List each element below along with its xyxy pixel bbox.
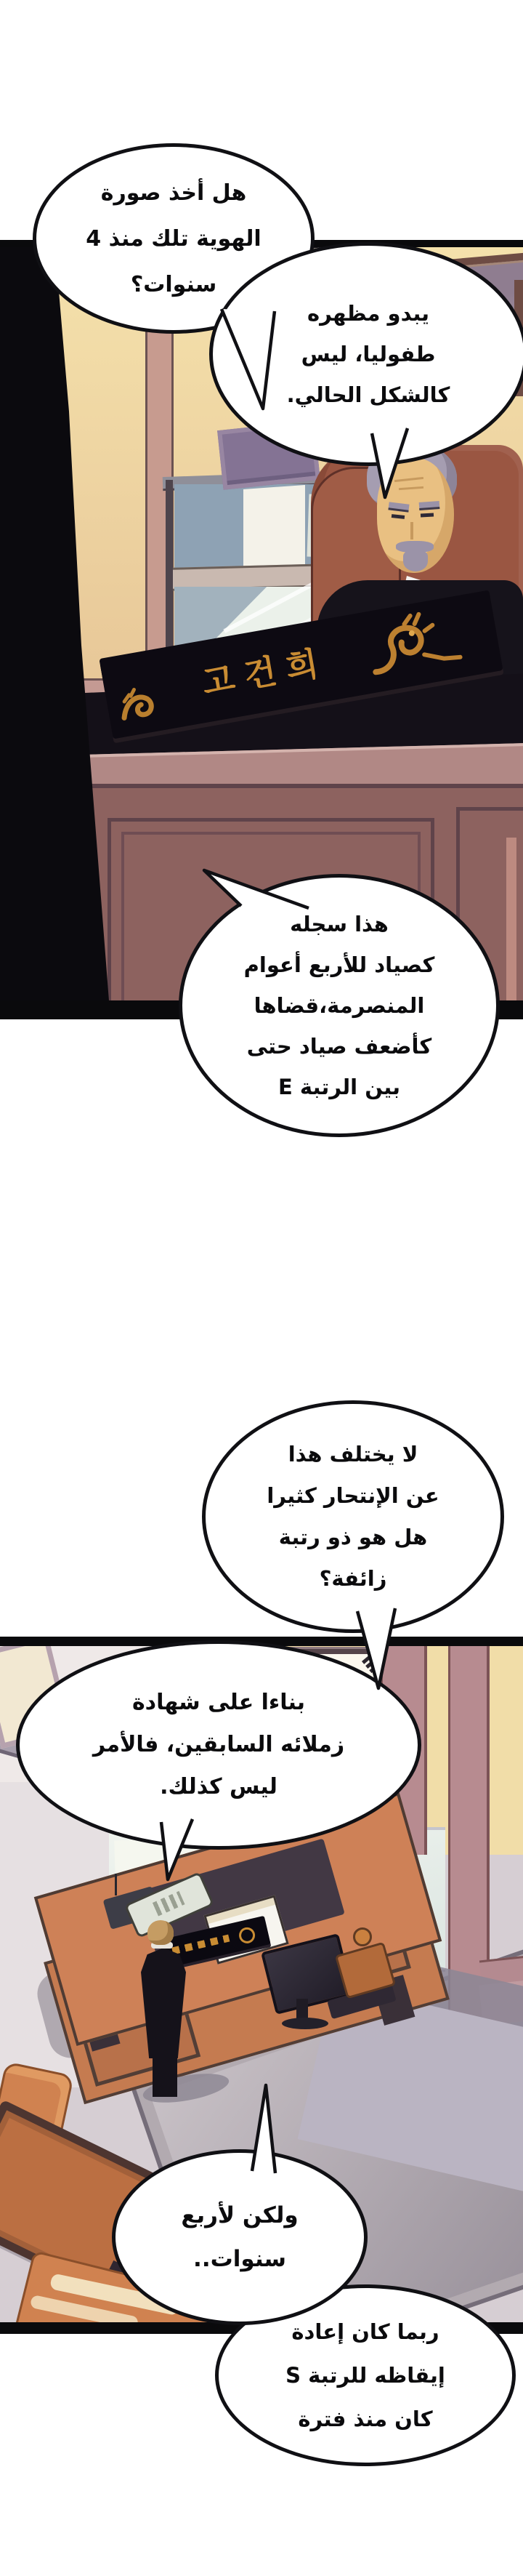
desk-edge-strip [506,838,516,1019]
chairman-goatee [403,551,428,571]
bubble-line: سنوات.. [193,2246,286,2272]
bubble-line: كالشكل الحالي. [286,382,450,407]
speech-bubble-4 [202,1400,504,1633]
bubble-line: لا يختلف هذا [288,1442,418,1466]
chairman-eyebrow [419,501,440,510]
bubble-line: هل هو ذو رتبة [278,1525,428,1549]
chairman-eye [392,514,405,519]
phone-keys [153,1891,185,1917]
bubble-line: بناءا على شهادة [131,1690,306,1715]
bubble-line: إيقاظه للرتبة S [285,2363,445,2388]
chairman-face [377,458,454,573]
speech-bubble-6 [112,2149,368,2325]
standing-man-body [141,1948,186,2058]
monitor-base [282,2018,328,2029]
standing-man-legs [153,2055,177,2097]
chairman-eye [421,513,434,518]
bubble-line: كأضعف صياد حتى [246,1034,432,1059]
bubble-line: ليس كذلك. [160,1774,277,1799]
speech-bubble-5 [16,1640,421,1850]
gold-dragon-small-icon [110,673,169,732]
bubble-line: زملائه السابقين، فالأمر [92,1732,345,1757]
stamp-knob [353,1927,372,1946]
bubble-line: ربما كان إعادة [291,2319,439,2344]
bubble-line: سنوات؟ [130,271,217,297]
speech-bubble-2 [209,242,523,466]
bubble-line: يبدو مظهره [307,301,430,326]
speech-bubble-3 [179,874,500,1137]
bubble-line: المنصرمة،قضاها [254,993,425,1018]
window-reflection-paper [243,485,305,571]
bubble-line: هل أخذ صورة [100,180,247,206]
chairman-wrinkle [399,486,423,490]
bubble-line: الهوية تلك منذ 4 [86,225,262,252]
bubble-line: طفوليا، ليس [301,342,436,366]
bubble-line: بين الرتبة E [278,1075,401,1099]
chairman-eyebrow [388,502,409,512]
bubble-line: كصياد للأربع أعوام [243,952,435,977]
black-curtain [0,240,116,1019]
nameplate-gold-marks [171,1935,230,1955]
bubble-line: ولكن لأربع [181,2202,299,2228]
bubble-line: هذا سجله [290,912,389,936]
chairman-wrinkle [394,477,423,482]
chairman-nose-line [410,522,413,539]
nameplate-gold-tip [238,1926,256,1945]
nameplate-text: 고건희 [199,641,332,703]
phone-antenna [115,1874,117,1895]
bubble-line: زائفة؟ [319,1566,387,1591]
bubble-line: كان منذ فترة [298,2407,433,2431]
bubble-line: عن الإنتحار كثيرا [267,1483,439,1508]
standing-man-hair [147,1920,174,1945]
